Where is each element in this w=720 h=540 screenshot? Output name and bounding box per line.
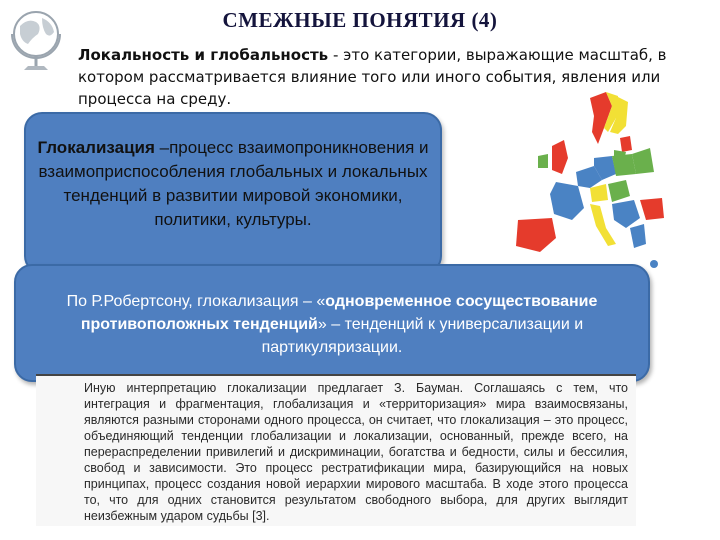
robertson-quote: одновременное сосуществование противоположных тенденций <box>80 293 598 333</box>
bauman-excerpt: Иную интерпретацию глокализации предлагает З. Бауман. Соглашаясь с тем, что интеграция и фрагментация, глобализация и «территоризация» мира взаимосвязаны, являются разными сторонами одного процесса, он считает, что глокализация – это процесс, объединяющий тенденции глобализации и локализации, основанный, прежде всего, на перераспределении привилегий и дискриминации, богатства и бедности, силы и бессилия, свобод и зависимости. Это процесс рестратификации мира, базирующийся на новых принципах, процесс создания новой иерархии мирового масштаба. В ходе этого процесса то, что для одних становится результатом свободного выбора, для других выглядит неизбежным ударом судьбы [3]. <box>36 374 636 526</box>
europe-map <box>494 88 672 278</box>
glocalization-definition: –процесс взаимопроникновения и взаимоприспособления глобальных и локальных тенденций в развитии мировой экономики, политики, культуры. <box>38 138 429 229</box>
intro-term: Локальность и глобальность <box>78 46 329 64</box>
robertson-prefix: По Р.Робертсону, глокализация – « <box>66 293 326 310</box>
robertson-suffix: » – тенденций к универсализации и партикуляризации. <box>261 316 584 356</box>
glocalization-term: Глокализация <box>37 138 155 157</box>
glocalization-definition-box <box>24 112 442 274</box>
robertson-quote-box <box>14 264 650 382</box>
slide-title: СМЕЖНЫЕ ПОНЯТИЯ (4) <box>222 8 498 32</box>
intro-text: - это категории, выражающие масштаб, в котором рассматривается влияние того или иного события, явления или процесса на среду. <box>78 46 667 108</box>
